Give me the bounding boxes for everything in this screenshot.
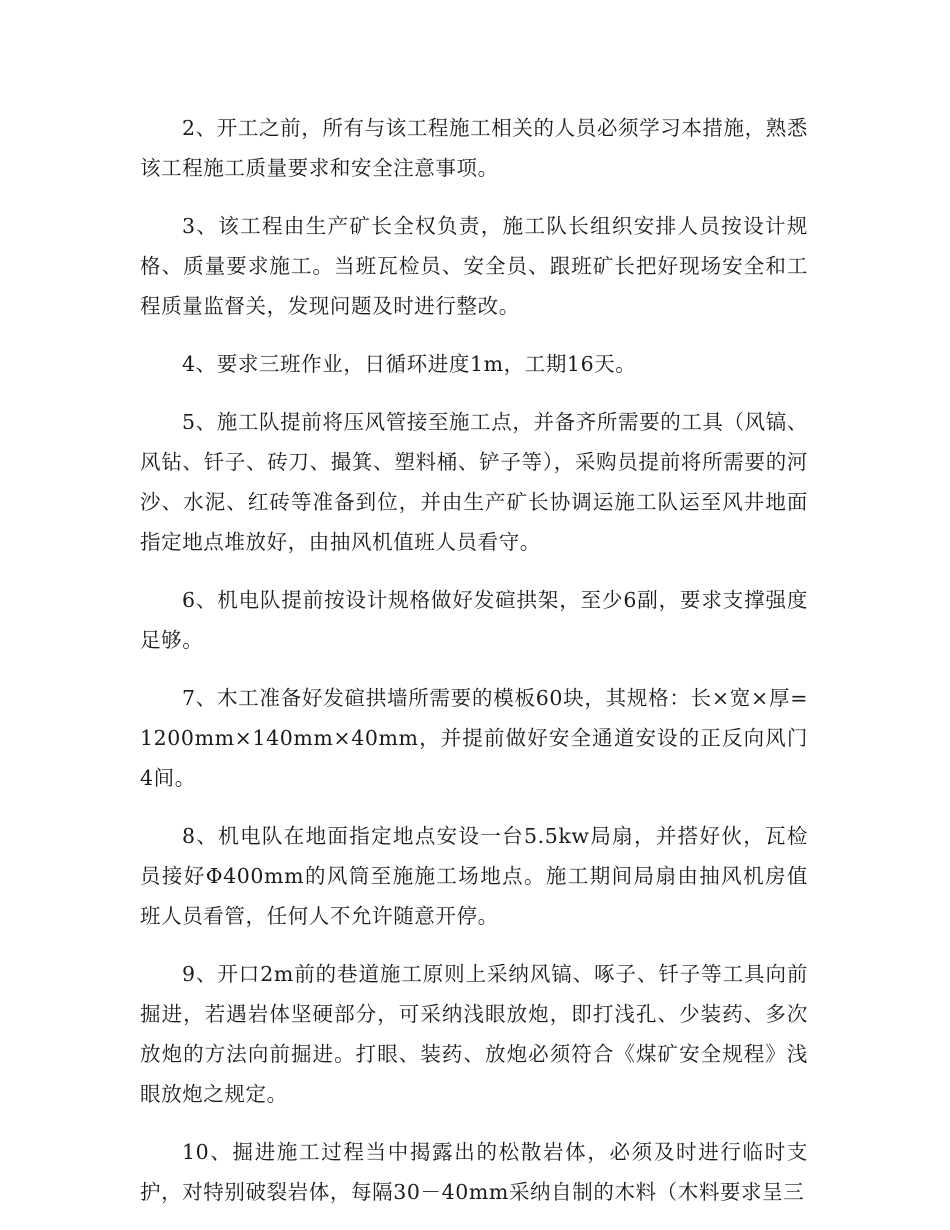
paragraph-9: 9、开口2m前的巷道施工原则上采纳风镐、啄子、钎子等工具向前掘进，若遇岩体坚硬部分，可采纳浅眼放炮，即打浅孔、少装药、多次放炮的方法向前掘进。打眼、装药、放炮必须符合《煤矿安全规程》浅眼放炮之规定。 bbox=[140, 962, 808, 1106]
paragraph-6: 6、机电队提前按设计规格做好发碹拱架，至少6副，要求支撑强度足够。 bbox=[140, 588, 808, 652]
paragraph-10: 10、掘进施工过程当中揭露出的松散岩体，必须及时进行临时支护，对特别破裂岩体，每隔30－40mm采纳自制的木料（木料要求呈三 bbox=[140, 1140, 808, 1204]
paragraph-4: 4、要求三班作业，日循环进度1m，工期16天。 bbox=[182, 352, 637, 376]
paragraph-3: 3、该工程由生产矿长全权负责，施工队长组织安排人员按设计规格、质量要求施工。当班瓦检员、安全员、跟班矿长把好现场安全和工程质量监督关，发现问题及时进行整改。 bbox=[140, 214, 808, 318]
paragraph-8: 8、机电队在地面指定地点安设一台5.5kw局扇，并搭好伙，瓦检员接好Φ400mm的风筒至施施工场地点。施工期间局扇由抽风机房值班人员看管，任何人不允许随意开停。 bbox=[140, 824, 808, 928]
document-body bbox=[140, 108, 808, 1230]
paragraph-2: 2、开工之前，所有与该工程施工相关的人员必须学习本措施，熟悉该工程施工质量要求和安全注意事项。 bbox=[140, 116, 808, 180]
paragraph-5: 5、施工队提前将压风管接至施工点，并备齐所需要的工具（风镐、风钻、钎子、砖刀、撮箕、塑料桶、铲子等），采购员提前将所需要的河沙、水泥、红砖等准备到位，并由生产矿长协调运施工队运至风井地面指定地点堆放好，由抽风机值班人员看守。 bbox=[140, 410, 808, 554]
paragraph-7: 7、木工准备好发碹拱墙所需要的模板60块，其规格：长×宽×厚=1200mm×140mm×40mm，并提前做好安全通道安设的正反向风门4间。 bbox=[140, 686, 808, 790]
